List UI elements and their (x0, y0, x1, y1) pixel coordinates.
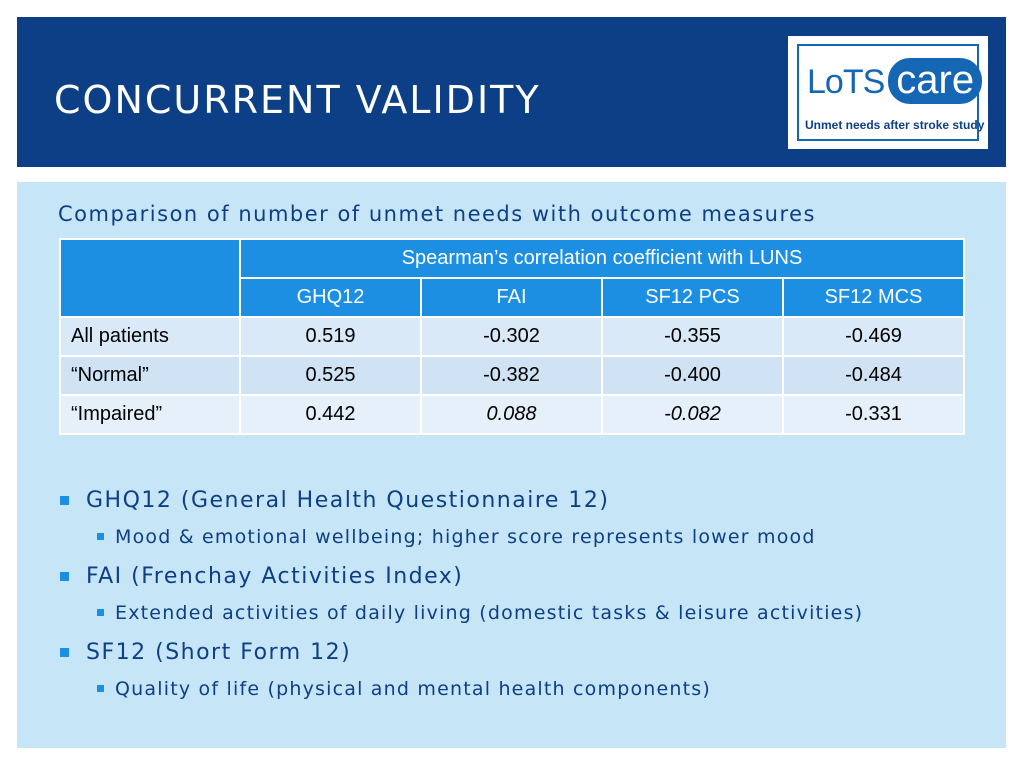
square-bullet-icon (60, 648, 69, 657)
bullet-text: GHQ12 (General Health Questionnaire 12) (86, 488, 610, 513)
table-cell: -0.355 (602, 317, 783, 356)
logo-frame (797, 44, 985, 141)
bullet-item (58, 563, 998, 591)
table-row (60, 317, 964, 356)
square-bullet-icon (97, 685, 104, 692)
column-header-ghq12: GHQ12 (240, 278, 421, 317)
logo-lots-text: LoTS (807, 63, 885, 101)
column-header-sf12-mcs: SF12 MCS (783, 278, 964, 317)
square-bullet-icon (97, 609, 104, 616)
column-header-fai: FAI (421, 278, 602, 317)
row-label: “Normal” (60, 356, 240, 395)
bullet-item (58, 639, 998, 667)
table-cell: 0.442 (240, 395, 421, 434)
bullet-item (58, 487, 998, 515)
table-cell: 0.088 (421, 395, 602, 434)
logo-tagline: Unmet needs after stroke study (805, 118, 985, 132)
table-cell: -0.382 (421, 356, 602, 395)
table-cell: -0.484 (783, 356, 964, 395)
table-cell: 0.525 (240, 356, 421, 395)
slide-subtitle: Comparison of number of unmet needs with outcome measures (58, 202, 816, 226)
table-cell: -0.400 (602, 356, 783, 395)
title-bar (17, 17, 1006, 167)
bullet-list (58, 487, 998, 715)
table-cell: -0.302 (421, 317, 602, 356)
bullet-text: FAI (Frenchay Activities Index) (86, 564, 464, 589)
bullet-text: SF12 (Short Form 12) (86, 640, 352, 665)
sub-bullet-item (58, 525, 998, 549)
table-cell: -0.331 (783, 395, 964, 434)
content-panel (17, 182, 1006, 748)
table-cell: -0.082 (602, 395, 783, 434)
square-bullet-icon (97, 533, 104, 540)
sub-bullet-item (58, 677, 998, 701)
column-header-sf12-pcs: SF12 PCS (602, 278, 783, 317)
table-cell: 0.519 (240, 317, 421, 356)
sub-bullet-text: Mood & emotional wellbeing; higher score represents lower mood (115, 526, 816, 548)
row-label: “Impaired” (60, 395, 240, 434)
table-group-header: Spearman’s correlation coefficient with LUNS (240, 239, 964, 278)
sub-bullet-item (58, 601, 998, 625)
logo-wordmark (807, 58, 982, 104)
table-corner-cell (60, 239, 240, 317)
logo-care-text: care (888, 58, 982, 104)
slide-title: CONCURRENT VALIDITY (54, 78, 541, 122)
table-cell: -0.469 (783, 317, 964, 356)
sub-bullet-text: Extended activities of daily living (domestic tasks & leisure activities) (115, 602, 864, 624)
correlation-table (59, 238, 965, 435)
square-bullet-icon (60, 496, 69, 505)
table-row (60, 356, 964, 395)
lotscare-logo (788, 36, 988, 149)
sub-bullet-text: Quality of life (physical and mental health components) (115, 678, 712, 700)
row-label: All patients (60, 317, 240, 356)
table-row (60, 395, 964, 434)
square-bullet-icon (60, 572, 69, 581)
